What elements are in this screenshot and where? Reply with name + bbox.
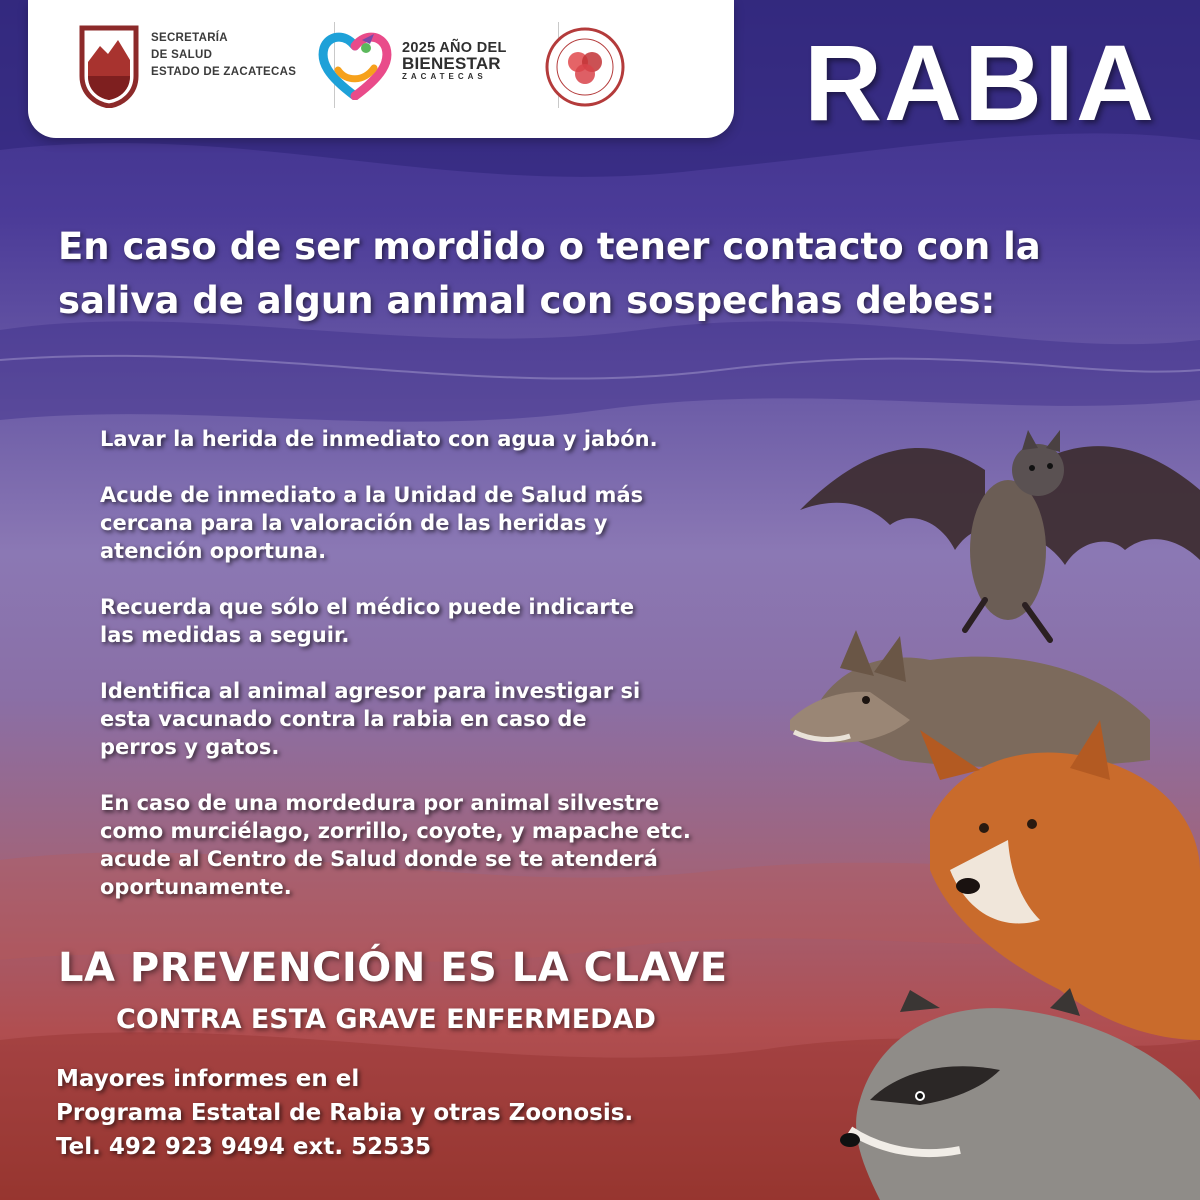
list-item: Acude de inmediato a la Unidad de Salud más cercana para la valoración de las heridas y atención oportuna. [100, 483, 644, 563]
contact-phone: Tel. 492 923 9494 ext. 52535 [56, 1134, 432, 1160]
list-item: Recuerda que sólo el médico puede indicarte las medidas a seguir. [100, 595, 635, 647]
animals-illustration [770, 400, 1200, 1200]
steps-list [100, 425, 840, 929]
secretaria-shield-icon [78, 24, 140, 108]
fox-icon [920, 720, 1200, 1040]
secretaria-line: SECRETARÍA [151, 32, 228, 44]
headline: En caso de ser mordido o tener contacto con la saliva de algun animal con sospechas debes: [58, 225, 1041, 322]
list-item: Identifica al animal agresor para investigar si esta vacunado contra la rabia en caso de perros y gatos. [100, 679, 641, 759]
bat-icon [800, 430, 1200, 640]
subslogan: CONTRA ESTA GRAVE ENFERMEDAD [116, 1004, 656, 1035]
list-item: En caso de una mordedura por animal silvestre como murciélago, zorrillo, coyote, y mapache etc. acude al Centro de Salud donde se te atenderá oportunamente. [100, 791, 691, 899]
contact-line: Mayores informes en el [56, 1066, 360, 1092]
bienestar-heart-logo-icon [318, 30, 392, 100]
secretaria-line: DE SALUD [151, 49, 213, 61]
servicios-de-salud-seal-icon [540, 22, 630, 112]
contact-info [56, 1062, 816, 1164]
bienestar-line: ZACATECAS [402, 72, 487, 81]
secretaria-line: ESTADO DE ZACATECAS [151, 66, 297, 78]
secretaria-de-salud-text [151, 30, 331, 81]
bienestar-line: BIENESTAR [402, 54, 501, 73]
contact-line: Programa Estatal de Rabia y otras Zoonosis. [56, 1100, 634, 1126]
list-item: Lavar la herida de inmediato con agua y jabón. [100, 427, 658, 451]
poster-title: RABIA [804, 22, 1156, 143]
slogan: LA PREVENCIÓN ES LA CLAVE [58, 945, 728, 991]
bienestar-line: 2025 AÑO DEL [402, 40, 507, 56]
bienestar-text [402, 40, 552, 82]
